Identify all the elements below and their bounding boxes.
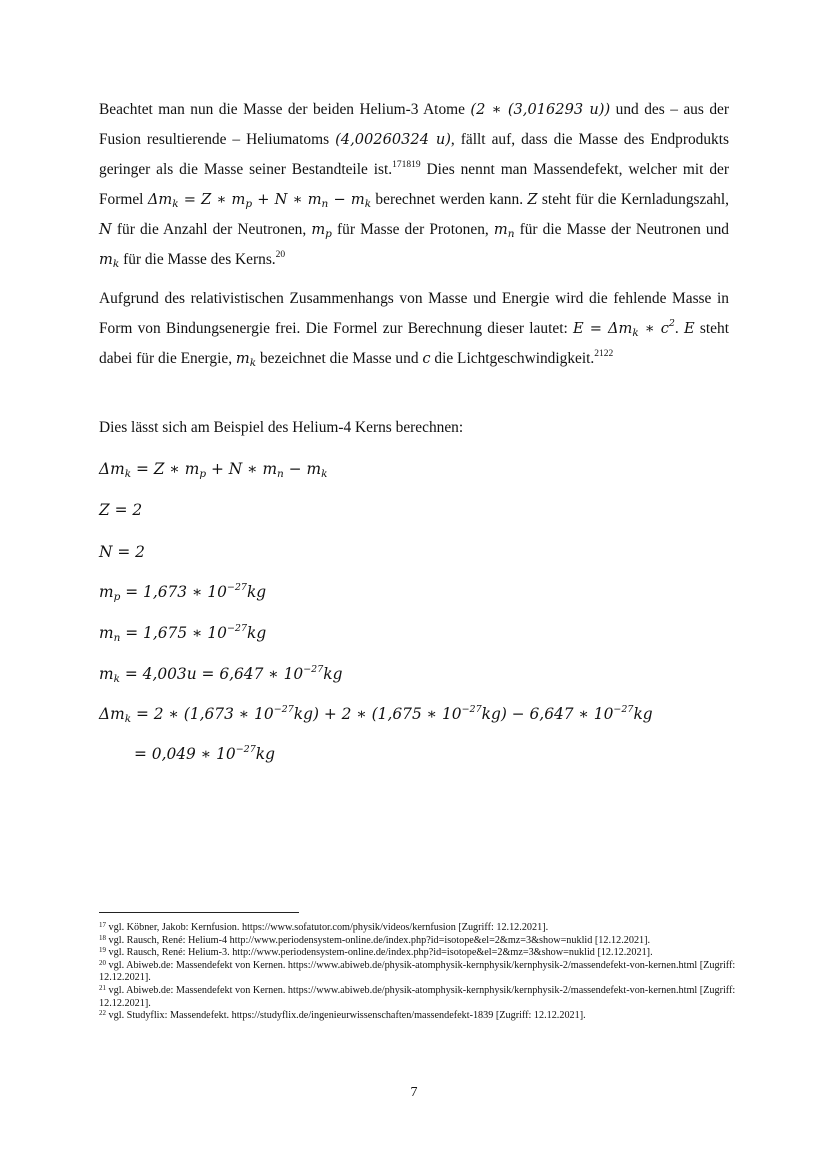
footnote-18: $^{18}$ vgl. Rausch, René: Helium-4 http://www.periodensystem-online.de/index.php?id=isotope&el=2&mz=3&show=nuklid [12.12.2021]. [99,933,651,946]
text-run: für die Masse des Kerns. [119,251,276,268]
text-run: Dies nennt man Massendefekt, welcher mit der Formel [99,161,730,208]
math-mp: $m_p$ [311,221,332,241]
text-run: Aufgrund des relativistischen Zusammenhangs von Masse und Energie wird die fehlende Masse in Form von Bindungsenergie frei. Die Formel zur Berechnung dieser lautet: [99,290,729,337]
page-number: 7 [410,1085,418,1100]
text-run: für die Masse der Neutronen und [514,221,729,238]
footnote-21: $^{21}$ vgl. Abiweb.de: Massendefekt von Kernen. https://www.abiweb.de/physik-atomphysik-kernphysik/kernphysik-2/massendefekt-von-kernen.html [Zugriff: 12.12.2021]. [99,983,736,1009]
paragraph-mass-defect [99,95,729,275]
text-run: bezeichnet die Masse und [256,350,423,367]
math-mk: $m_k$ [99,251,120,271]
footnote-17: $^{17}$ vgl. Köbner, Jakob: Kernfusion. https://www.sofatutor.com/physik/videos/kernfusion [Zugriff: 12.12.2021]. [99,920,549,933]
math-mass-defect-formula: $\Delta m_k = Z$ ∗ $m_p + N$ ∗ $m_n - m_k$ [147,191,372,211]
text-run: . [674,320,685,337]
equation-neutron-mass: $m_n = 1,675$ ∗ $10^{-27}kg$ [99,622,267,645]
footnote-19: $^{19}$ vgl. Rausch, René: Helium-3. http://www.periodensystem-online.de/index.php?id=isotope&el=2&mz=3&show=nuklid [12.12.2021]. [99,946,653,959]
equation-mass-defect: $\Delta m_k = Z$ ∗ $m_p + N$ ∗ $m_n - m_k$ [99,460,328,481]
text-run: für Masse der Protonen, [331,221,494,238]
text-run: Beachtet man nun die Masse der beiden Helium-3 Atome [99,101,471,118]
math-n: N [99,221,112,238]
math-helium3-mass: (2 ∗ (3,016293 u)) [470,101,611,118]
text-run: steht für die Kernladungszahl, [537,191,729,208]
equation-calculation: $\Delta m_k = 2$ ∗ (1,673 ∗ $10^{-27}kg) + 2$ ∗ (1,675 ∗ $10^{-27}kg) - 6,647$ ∗ $10^{-27}kg$ [99,703,653,726]
footnotes [99,922,739,1023]
math-mn: $m_n$ [493,221,515,241]
math-e: E [684,320,695,337]
math-energy-formula: $E = \Delta m_k$ ∗ $c^2$ [573,317,675,340]
equation-proton-mass: $m_p = 1,673$ ∗ $10^{-27}kg$ [99,581,267,604]
footnote-20: $^{20}$ vgl. Abiweb.de: Massendefekt von Kernen. https://www.abiweb.de/physik-atomphysik-kernphysik/kernphysik-2/massendefekt-von-kernen.html [Zugriff: 12.12.2021]. [99,958,736,984]
equation-n-value: N = 2 [99,543,145,561]
equation-z-value: Z = 2 [99,501,143,519]
equation-nucleus-mass: $m_k = 4,003u = 6,647$ ∗ $10^{-27}kg$ [99,663,343,686]
footnote-ref[interactable]: 20 [275,249,286,260]
text-run: für die Anzahl der Neutronen, [111,221,312,238]
footnote-divider [99,912,299,913]
equation-result: = 0,049 ∗ $10^{-27}kg$ [134,743,275,763]
footnote-ref[interactable]: 171819 [392,159,421,170]
footnote-ref[interactable]: 2122 [594,348,614,359]
text-run: , fällt auf, dass die Masse des Endprodukts geringer als die Masse seiner Bestandteile ist. [99,131,730,178]
footnote-22: $^{22}$ vgl. Studyflix: Massendefekt. https://studyflix.de/ingenieurwissenschaften/massendefekt-1839 [Zugriff: 12.12.2021]. [99,1009,586,1022]
paragraph-binding-energy [99,284,729,374]
text-run: und des – aus der Fusion resultierende – Heliumatoms [99,101,729,148]
text-run: berechnet werden kann. [371,191,528,208]
math-helium4-mass: (4,00260324 u) [335,131,451,148]
text-run: die Lichtgeschwindigkeit. [430,350,595,367]
math-z: Z [527,191,538,208]
math-mk: $m_k$ [235,350,257,370]
text-run: steht dabei für die Energie, [99,320,729,367]
paragraph-example-intro: Dies lässt sich am Beispiel des Helium-4 Kerns berechnen: [99,419,464,436]
math-c: c [422,350,431,367]
